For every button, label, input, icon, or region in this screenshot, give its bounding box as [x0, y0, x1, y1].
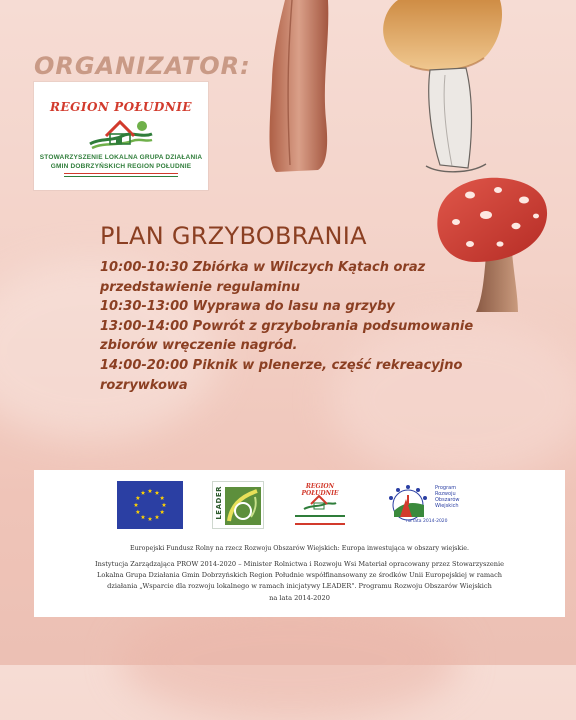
- schedule: [100, 258, 492, 395]
- schedule-line: przedstawienie regulaminu: [100, 279, 300, 295]
- logo-subtitle-line1: STOWARZYSZENIE LOKALNA GRUPA DZIAŁANIA: [39, 154, 203, 161]
- institution-line: Lokalna Grupa Działania Gmin Dobrzyńskich Region Południe współfinansowany ze środków Unii Europejskiej w ramach: [96, 571, 503, 580]
- leader-emblem-icon: [225, 487, 261, 525]
- sponsors-footer: [34, 470, 565, 617]
- schedule-line: 13:00-14:00 Powrót z grzybobrania podsumowanie: [100, 318, 474, 334]
- leader-logo-icon: [212, 481, 264, 529]
- logo-rule-red: [64, 173, 178, 174]
- region-logo-small-title: REGION POŁUDNIE: [301, 483, 339, 497]
- tan-mushroom-icon: [383, 0, 502, 172]
- region-house-small-icon: [303, 492, 337, 512]
- schedule-line: 10:30-13:00 Wyprawa do lasu na grzyby: [100, 299, 395, 315]
- prow-text-line: Program: [435, 485, 457, 491]
- prow-text-line: Wiejskich: [435, 503, 459, 509]
- prow-years: na lata 2014-2020: [406, 519, 448, 524]
- schedule-line: 10:00-10:30 Zbiórka w Wilczych Kątach oraz: [100, 260, 426, 275]
- schedule-line: 14:00-20:00 Piknik w plenerze, część rekreacyjno: [100, 357, 463, 373]
- prow-text-line: Rozwoju: [435, 491, 456, 497]
- schedule-line: rozrywkowa: [100, 377, 188, 393]
- leader-text: LEADER: [215, 486, 223, 520]
- logo-subtitle-line2: GMIN DOBRZYŃSKICH REGION POŁUDNIE: [50, 163, 192, 170]
- watercolor-wash: [120, 600, 460, 720]
- house-logo-icon: [88, 114, 154, 150]
- organizer-logo: [34, 82, 208, 190]
- institution-line: działania „Wsparcie dla rozwoju lokalnego w ramach inicjatywy LEADER". Programu Rozwoju Obszarów Wiejskich: [107, 582, 492, 591]
- prow-text: [435, 485, 460, 509]
- schedule-line: zbiorów wręczenie nagród.: [100, 338, 298, 354]
- institution-line: Instytucja Zarządzająca PROW 2014-2020 – Minister Rolnictwa i Rozwoju Wsi Materiał opracowany przez Stowarzyszenie: [94, 560, 505, 568]
- institution-text: [58, 559, 541, 604]
- eu-flag-icon: [117, 481, 183, 529]
- fund-line: Europejski Fundusz Rolny na rzecz Rozwoju Obszarów Wiejskich: Europa inwestująca w obszary wiejskie.: [130, 545, 469, 552]
- logo-rule-green: [64, 176, 178, 177]
- region-poludnie-logo-small: [289, 481, 351, 527]
- logo-title: REGION POŁUDNIE: [49, 100, 193, 114]
- brown-mushroom-stem-icon: [270, 0, 329, 172]
- prow-text-line: Obszarów: [435, 497, 460, 503]
- institution-line: na lata 2014-2020: [269, 593, 330, 602]
- prow-logo-icon: [386, 481, 476, 527]
- plan-title: PLAN GRZYBOBRANIA: [100, 222, 367, 250]
- region-logo-small-lines: [295, 515, 345, 525]
- organizer-heading: ORGANIZATOR:: [34, 52, 251, 80]
